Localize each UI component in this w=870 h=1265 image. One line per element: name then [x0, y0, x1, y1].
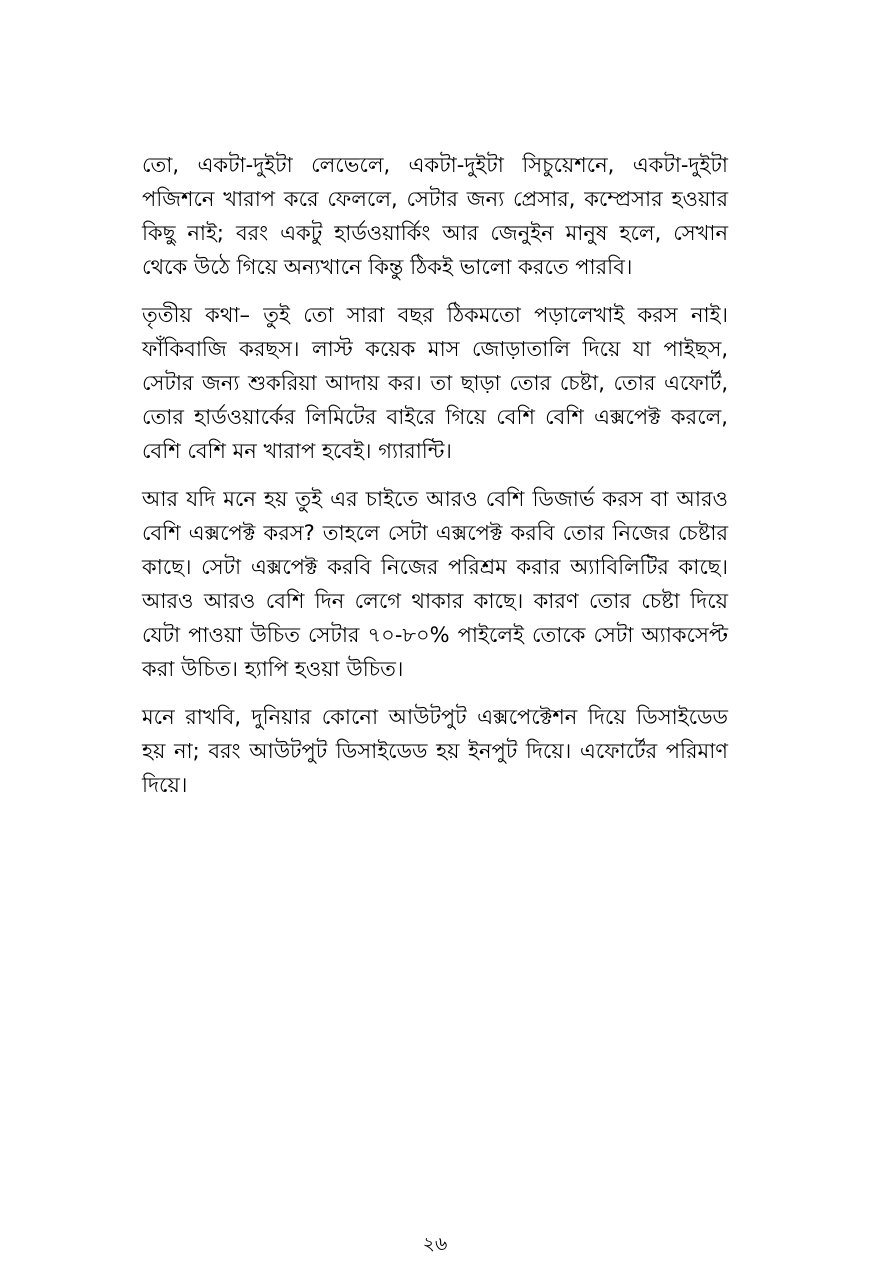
- paragraph-2: তৃতীয় কথা– তুই তো সারা বছর ঠিকমতো পড়ালেখাই করস নাই। ফাঁকিবাজি করছস। লাস্ট কয়েক মাস জোড়াতালি দিয়ে যা পাইছস, সেটার জন্য শুকরিয়া আদায় কর। তা ছাড়া তোর চেষ্টা, তোর এফোর্ট, তোর হার্ডওয়ার্কের লিমিটের বাইরে গিয়ে বেশি বেশি এক্সপেক্ট করলে, বেশি বেশি মন খারাপ হবেই। গ্যারান্টি।: [142, 303, 728, 463]
- page-body: [142, 148, 728, 816]
- paragraph-1: তো, একটা-দুইটা লেভেলে, একটা-দুইটা সিচুয়েশনে, একটা-দুইটা পজিশনে খারাপ করে ফেললে, সেটার জন্য প্রেসার, কম্প্রেসার হওয়ার কিছু নাই; বরং একটু হার্ডওয়ার্কিং আর জেনুইন মানুষ হলে, সেখান থেকে উঠে গিয়ে অন্যখানে কিন্তু ঠিকই ভালো করতে পারবি।: [142, 153, 728, 279]
- paragraph-3: আর যদি মনে হয় তুই এর চাইতে আরও বেশি ডিজার্ভ করস বা আরও বেশি এক্সপেক্ট করস? তাহলে সেটা এক্সপেক্ট করবি তোর নিজের চেষ্টার কাছে। সেটা এক্সপেক্ট করবি নিজের পরিশ্রম করার অ্যাবিলিটির কাছে। আরও আরও বেশি দিন লেগে থাকার কাছে। কারণ তোর চেষ্টা দিয়ে যেটা পাওয়া উচিত সেটার ৭০-৮০% পাইলেই তোকে সেটা অ্যাকসেপ্ট করা উচিত। হ্যাপি হওয়া উচিত।: [142, 487, 728, 681]
- paragraph-4: মনে রাখবি, দুনিয়ার কোনো আউটপুট এক্সপেক্টেশন দিয়ে ডিসাইডেড হয় না; বরং আউটপুট ডিসাইডেড হয় ইনপুট দিয়ে। এফোর্টের পরিমাণ দিয়ে।: [142, 705, 728, 797]
- page-number: ২৬: [422, 1233, 448, 1255]
